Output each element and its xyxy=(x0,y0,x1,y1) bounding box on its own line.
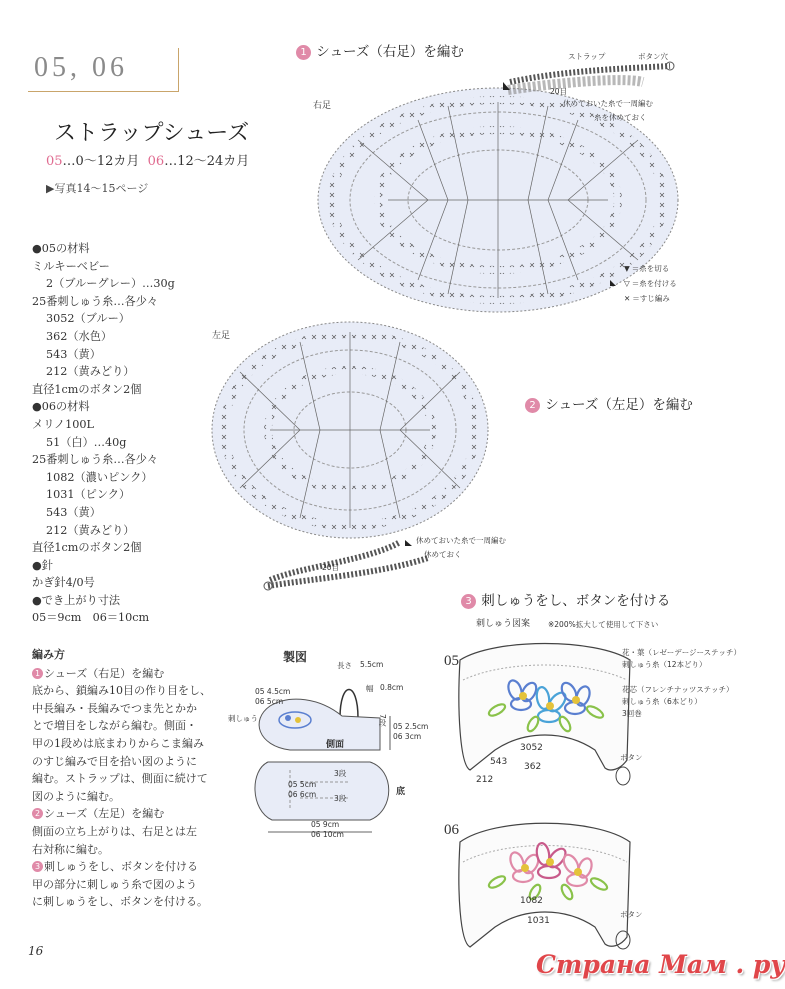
diagram-side-height-05: 05 2.5cm xyxy=(393,722,429,731)
instruction-text: 刺しゅうをし、ボタンを付ける xyxy=(44,860,198,874)
design-05-thread6: 刺しゅう糸（6本どり） xyxy=(622,697,702,706)
instruction-text: 中長編み・長編みでつま先とかか xyxy=(32,701,197,715)
diagram-bottom-06: 06 10cm xyxy=(311,830,344,839)
material-line: 05＝9cm 06＝10cm xyxy=(32,611,150,625)
legend-symbol: ▽ xyxy=(624,279,630,288)
material-line: 543（黄） xyxy=(46,347,101,361)
instructions-body xyxy=(32,665,217,911)
pattern-number: 05, 06 xyxy=(34,52,128,83)
design-05-button-label: ボタン xyxy=(620,753,643,762)
diagram-width-label: 幅 xyxy=(366,684,374,693)
instruction-line xyxy=(32,717,217,735)
pattern-title: ストラップシューズ xyxy=(54,121,250,146)
material-line: ●でき上がり寸法 xyxy=(32,593,121,607)
instruction-text: に刺しゅうをし、ボタンを付ける。 xyxy=(32,895,208,909)
material-line: 51（白）…40g xyxy=(46,435,127,449)
design-06-label: 06 xyxy=(444,822,459,838)
legend-text: ＝糸を付ける xyxy=(631,279,677,288)
title-rule-horizontal xyxy=(28,91,178,92)
right-rest-label: 休めておいた糸で一周編む xyxy=(563,99,653,108)
instructions-heading: 編み方 xyxy=(32,648,65,661)
diagram-inner-05: 05 5cm xyxy=(288,780,317,789)
embroidery-design-05 xyxy=(445,640,645,790)
diagram-length-label: 長さ xyxy=(337,661,352,670)
size-06-code: 06 xyxy=(147,154,165,169)
material-line: 2（ブルーグレー）…30g xyxy=(46,277,175,291)
step3-number-badge: 3 xyxy=(461,594,476,609)
material-line: ●針 xyxy=(32,558,53,572)
step3-subtitle: 刺しゅう図案 xyxy=(476,619,531,629)
photo-reference: ▶写真14～15ページ xyxy=(46,182,149,195)
diagram-length-value: 5.5cm xyxy=(360,660,384,669)
instruction-line xyxy=(32,841,217,859)
diagram-top-06: 06 5cm xyxy=(255,697,284,706)
diagram-sole-label: 底 xyxy=(396,787,406,797)
instruction-step-number: 1 xyxy=(32,668,43,679)
material-line: 1082（濃いピンク） xyxy=(46,470,153,484)
step1-title xyxy=(296,40,464,60)
symbol-legend xyxy=(624,263,677,308)
instruction-step-number: 3 xyxy=(32,861,43,872)
diagram-rows-3b: 3段 xyxy=(334,794,347,803)
material-line: 直径1cmのボタン2個 xyxy=(32,382,142,396)
design-05-label: 05 xyxy=(444,653,459,669)
diagram-rows-7: 7段 xyxy=(378,714,387,727)
step2-title xyxy=(525,393,693,413)
instruction-line xyxy=(32,770,217,788)
material-line: ●06の材料 xyxy=(32,400,90,414)
diagram-title: 製図 xyxy=(283,650,308,664)
design-05-flower-leaf: 花・葉（レゼーデージーステッチ） xyxy=(622,648,742,657)
instruction-text: 図のように編む。 xyxy=(32,789,120,803)
step3-title xyxy=(461,589,670,609)
left-rows-label: 20目 xyxy=(322,563,340,572)
material-line: 362（水色） xyxy=(46,329,113,343)
step1-title-text: シューズ（右足）を編む xyxy=(316,44,464,60)
diagram-bottom-05: 05 9cm xyxy=(311,820,340,829)
design-06-color-1031: 1031 xyxy=(527,916,550,926)
diagram-width-value: 0.8cm xyxy=(380,683,404,692)
instruction-step-heading xyxy=(32,858,217,876)
material-line: 直径1cmのボタン2個 xyxy=(32,541,142,555)
legend-entry xyxy=(624,263,677,274)
diagram-side-label: 側面 xyxy=(326,740,345,750)
button-hole-label: ボタン穴 xyxy=(638,52,668,61)
materials-list xyxy=(32,240,175,627)
design-05-center: 花芯（フレンチナッツステッチ） xyxy=(622,685,734,694)
size-05-code: 05 xyxy=(46,154,63,169)
right-hold-label: 糸を休めておく xyxy=(594,113,647,122)
design-05-color-3052: 3052 xyxy=(520,743,543,753)
design-05-color-212: 212 xyxy=(476,775,494,785)
diagram-side-height-06: 06 3cm xyxy=(393,732,422,741)
step2-title-text: シューズ（左足）を編む xyxy=(545,397,693,413)
size-05-text: …0～12カ月 xyxy=(62,154,140,169)
diagram-embroidery-label: 刺しゅう xyxy=(228,714,258,723)
design-06-button-label: ボタン xyxy=(620,910,643,919)
material-line: 25番刺しゅう糸…各少々 xyxy=(32,294,159,308)
instruction-line xyxy=(32,700,217,718)
step3-title-text: 刺しゅうをし、ボタンを付ける xyxy=(481,593,671,609)
instruction-text: 側面の立ち上がりは、右足とは左 xyxy=(32,824,197,838)
material-line: 212（黄みどり） xyxy=(46,365,135,379)
material-line: ミルキーベビー xyxy=(32,259,110,273)
instruction-text: 底から、鎖編み10目の作り目をし、 xyxy=(32,684,211,698)
legend-entry xyxy=(624,293,677,304)
left-rest-label: 休めておいた糸で一周編む xyxy=(416,536,506,545)
legend-text: ＝すじ編み xyxy=(632,294,670,303)
diagram-top-05: 05 4.5cm xyxy=(255,687,291,696)
material-line: 212（黄みどり） xyxy=(46,523,135,537)
instruction-line xyxy=(32,682,217,700)
title-rule-vertical xyxy=(178,48,179,92)
step1-number-badge: 1 xyxy=(296,45,311,60)
instruction-step-heading xyxy=(32,665,217,683)
legend-text: ＝糸を切る xyxy=(631,264,670,273)
material-line: 25番刺しゅう糸…各少々 xyxy=(32,453,159,467)
step3-note: ※200%拡大して使用して下さい xyxy=(548,620,659,629)
diagram-rows-3a: 3段 xyxy=(334,769,347,778)
design-05-thread12: 刺しゅう糸（12本どり） xyxy=(622,660,707,669)
material-line: かぎ針4/0号 xyxy=(32,576,95,590)
right-foot-label: 右足 xyxy=(313,101,332,111)
diagram-inner-06: 06 6cm xyxy=(288,790,317,799)
instruction-line xyxy=(32,893,217,911)
step2-number-badge: 2 xyxy=(525,398,540,413)
strap-chart xyxy=(505,58,680,88)
material-line: メリノ100L xyxy=(32,417,94,431)
material-line: 543（黄） xyxy=(46,505,101,519)
instruction-text: シューズ（右足）を編む xyxy=(44,666,165,680)
instruction-line xyxy=(32,788,217,806)
instruction-text: のすじ編みで目を拾い図のように xyxy=(32,754,197,768)
instruction-line xyxy=(32,876,217,894)
right-rows-label: 20目 xyxy=(550,87,568,96)
instruction-text: 甲の1段めは底まわりからこま編み xyxy=(32,736,204,750)
page-number: 16 xyxy=(28,944,44,958)
legend-entry xyxy=(624,278,677,289)
embroidery-design-06 xyxy=(445,812,645,962)
size-06-text: …12～24カ月 xyxy=(164,154,250,169)
size-range xyxy=(46,150,249,169)
instruction-text: シューズ（左足）を編む xyxy=(44,807,165,821)
design-06-color-1082: 1082 xyxy=(520,896,543,906)
design-05-color-543: 543 xyxy=(490,757,508,767)
instruction-line xyxy=(32,823,217,841)
material-line: 3052（ブルー） xyxy=(46,312,130,326)
instruction-line xyxy=(32,753,217,771)
instruction-step-heading xyxy=(32,805,217,823)
instructions xyxy=(32,646,217,911)
instruction-text: 編む。ストラップは、側面に続けて xyxy=(32,772,208,786)
watermark: Страна Мам . ру xyxy=(536,950,785,979)
legend-symbol: ✕ xyxy=(624,294,631,303)
design-05-wraps: 3回巻 xyxy=(622,709,642,718)
left-foot-label: 左足 xyxy=(212,331,231,341)
instruction-text: 甲の部分に刺しゅう糸で図のよう xyxy=(32,877,197,891)
instruction-line xyxy=(32,735,217,753)
left-foot-chart xyxy=(200,312,510,562)
instruction-text: 右対称に編む。 xyxy=(32,842,109,856)
material-line: 1031（ピンク） xyxy=(46,488,131,502)
material-line: ●05の材料 xyxy=(32,242,90,255)
design-05-color-362: 362 xyxy=(524,762,542,772)
instruction-step-number: 2 xyxy=(32,808,43,819)
instruction-text: とで増目をしながら編む。側面・ xyxy=(32,719,197,733)
legend-symbol: ▼ xyxy=(624,264,630,273)
strap-label: ストラップ xyxy=(568,52,606,61)
left-hold-label: 休めておく xyxy=(424,550,462,559)
